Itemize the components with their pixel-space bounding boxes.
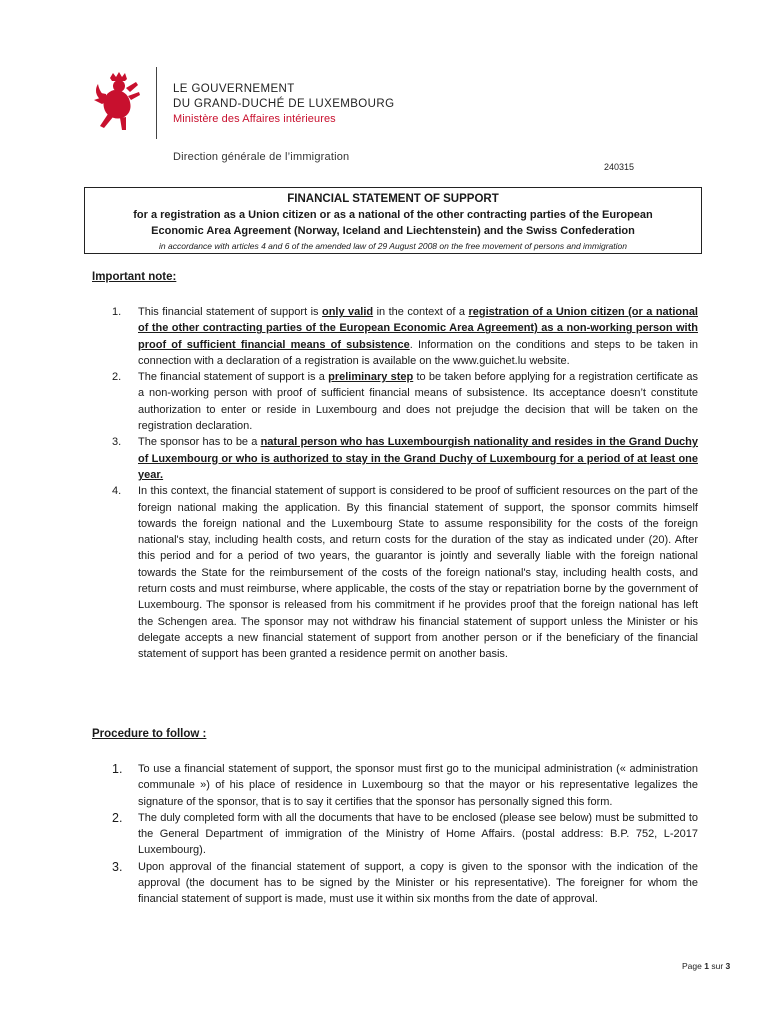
important-note-heading: Important note:: [92, 271, 177, 283]
page-total: 3: [725, 961, 731, 971]
luxembourg-lion-logo: [92, 72, 144, 132]
list-item: [92, 810, 698, 859]
government-heading: [173, 82, 394, 127]
item-text: In this context, the financial statement of support is considered to be proof of sufficient resources on the part of the foreign national making the application. By this financial statement of support, the sponsor commits himself towards the foreign national and the Luxembourg State to assume responsibility for the costs of the foreign national's stay, including health costs, and return costs for the duration of the stay as indicated under (20). After this period and for a period of two years, the guarantor is jointly and severally liable with the foreign national towards the State for the reimbursement of the costs of the foreign national's stay, including health costs, and return costs and must reimburse, where applicable, the costs of the stay or repatriation borne by the government of Luxembourg. The sponsor is released from his commitment if he provides proof that the foreign national has left the Schengen area. The sponsor may not withdraw his financial statement of support unless the Minister or his delegate accepts a new financial statement of support from another person or if the beneficiary of the financial statement of support has been granted a residence permit on another basis.: [138, 485, 698, 661]
item-text: Upon approval of the financial statement of support, a copy is given to the sponsor with the indication of the approval (the document has to be signed by the Minister or his representative). The foreigner for whom the financial statement of support is made, must use it within six months from the date of approval.: [138, 860, 698, 906]
subtitle-line-1: for a registration as a Union citizen or as a national of the other contracting parties of the European: [133, 209, 653, 221]
item-number: 1.: [112, 762, 123, 776]
header-divider: [156, 67, 157, 139]
emphasis-text: registration of a Union citizen (or a national of the other contracting parties of the European Economic Area Agreement) as a non-working person with proof of sufficient financial means of subsistence: [138, 306, 698, 351]
gov-line-2: DU GRAND-DUCHÉ DE LUXEMBOURG: [173, 98, 395, 110]
gov-line-1: LE GOUVERNEMENT: [173, 83, 295, 95]
item-number: 3.: [112, 436, 122, 449]
emphasis-text: only valid: [321, 306, 374, 318]
important-note-list: [92, 304, 698, 663]
page-counter: [682, 961, 730, 971]
list-item: [92, 761, 698, 810]
item-text: in the context of a: [373, 306, 469, 318]
ministry-name: Ministère des Affaires intérieures: [173, 113, 336, 125]
list-item: [92, 434, 698, 483]
page-word: Page: [682, 961, 702, 971]
title-box: [84, 187, 702, 254]
list-item: [92, 304, 698, 369]
page-number: 1: [704, 961, 709, 971]
item-text: This financial statement of support is: [138, 306, 322, 318]
item-text: . Information on the conditions and steps to be taken in connection with a declaration of a registration is available on the www.guichet.lu website.: [138, 338, 698, 367]
item-number: 2.: [112, 810, 123, 825]
document-title: FINANCIAL STATEMENT OF SUPPORT: [287, 193, 499, 205]
direction-name: Direction générale de l’immigration: [173, 151, 350, 163]
item-number: 4.: [112, 485, 122, 498]
emphasis-text: preliminary step: [328, 371, 414, 384]
item-text: The financial statement of support is a: [138, 371, 329, 384]
emphasis-text: natural person who has Luxembourgish nationality and resides in the Grand Duchy of Luxembourg or who is authorized to stay in the Grand Duchy of Luxembourg for a period of at least one year.: [138, 436, 699, 481]
item-number: 1.: [112, 306, 122, 318]
item-text: The sponsor has to be a: [138, 436, 261, 449]
item-text: To use a financial statement of support, the sponsor must first go to the municipal administration (« administration communale ») of his place of residence in Luxembourg so that the mayor or his representative legalizes the signature of the sponsor, that is to say it certifies that the sponsor has personally signed this form.: [138, 763, 698, 808]
item-number: 3.: [112, 859, 123, 874]
sur-word: sur: [711, 961, 724, 971]
item-number: 2.: [112, 371, 122, 384]
list-item: [92, 369, 698, 434]
procedure-list: [92, 761, 698, 908]
reference-code: 240315: [604, 162, 635, 172]
list-item: [92, 859, 698, 908]
legal-note: in accordance with articles 4 and 6 of the amended law of 29 August 2008 on the free movement of persons and immigration: [159, 241, 627, 251]
item-text: to be taken before applying for a registration certificate as a non-working person with proof of sufficient financial means of subsistence. Its acceptance doesn’t constitute authorization to enter or reside in Luxembourg and does not prejudge the decision that will be taken on the registration declaration.: [138, 371, 699, 433]
procedure-heading: Procedure to follow :: [92, 728, 207, 740]
subtitle-line-2: Economic Area Agreement (Norway, Iceland and Liechtenstein) and the Swiss Confederation: [151, 225, 635, 237]
item-text: The duly completed form with all the documents that have to be enclosed (please see below) must be submitted to the General Department of immigration of the Ministry of Home Affairs. (postal address: B.P. 752, L-2017 Luxembourg).: [138, 811, 698, 857]
list-item: [92, 483, 698, 662]
